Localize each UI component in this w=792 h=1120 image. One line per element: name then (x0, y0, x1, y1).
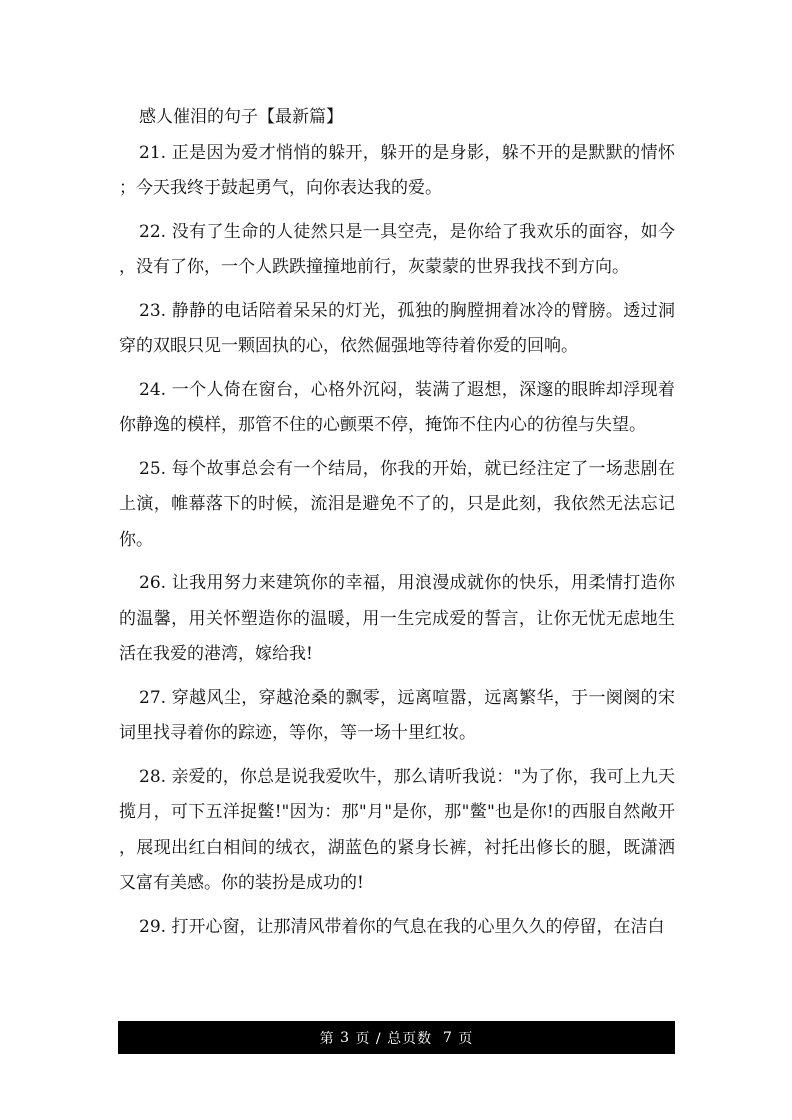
current-page-number: 3 (340, 1029, 350, 1046)
paragraph-28: 28. 亲爱的，你总是说我爱吹牛，那么请听我说："为了你，我可上九天揽月，可下五洋捉鳖!"因为：那"月"是你，那"鳖"也是你!的西服自然敞开，展现出红白相间的绒衣，湖蓝色的紧身长裤，衬托出修长的腿，既潇洒又富有美感。你的装扮是成功的! (119, 766, 675, 893)
page-footer (118, 1021, 675, 1054)
footer-suffix: 页 (458, 1030, 474, 1047)
footer-prefix: 第 (319, 1030, 335, 1047)
document-body (119, 100, 675, 945)
paragraph-25: 25. 每个故事总会有一个结局，你我的开始，就已经注定了一场悲剧在上演，帷幕落下的时候，流泪是避免不了的，只是此刻，我依然无法忘记你。 (119, 458, 675, 550)
paragraph-23: 23. 静静的电话陪着呆呆的灯光，孤独的胸膛拥着冰冷的臂膀。透过洞穿的双眼只见一颗固执的心，依然倔强地等待着你爱的回响。 (119, 300, 675, 356)
paragraph-21: 21. 正是因为爱才悄悄的躲开，躲开的是身影，躲不开的是默默的情怀；今天我终于鼓起勇气，向你表达我的爱。 (119, 142, 675, 198)
paragraph-29: 29. 打开心窗，让那清风带着你的气息在我的心里久久的停留，在洁白 (139, 916, 665, 937)
paragraph-24: 24. 一个人倚在窗台，心格外沉闷，装满了遐想，深邃的眼眸却浮现着你静逸的模样，那管不住的心颤栗不停，掩饰不住内心的彷徨与失望。 (119, 379, 675, 435)
document-title: 感人催泪的句子【最新篇】 (139, 107, 343, 127)
total-pages-number: 7 (442, 1029, 453, 1046)
paragraph-27: 27. 穿越风尘，穿越沧桑的飘零，远离喧嚣，远离繁华，于一阕阕的宋词里找寻着你的踪迹，等你，等一场十里红妆。 (119, 687, 675, 743)
footer-mid-label: 页 / 总页数 (355, 1030, 433, 1047)
paragraph-26: 26. 让我用努力来建筑你的幸福，用浪漫成就你的快乐，用柔情打造你的温馨，用关怀塑造你的温暖，用一生完成爱的誓言，让你无忧无虑地生活在我爱的港湾，嫁给我! (119, 573, 675, 664)
paragraph-22: 22. 没有了生命的人徒然只是一具空壳，是你给了我欢乐的面容，如今，没有了你，一个人跌跌撞撞地前行，灰蒙蒙的世界我找不到方向。 (119, 221, 675, 277)
